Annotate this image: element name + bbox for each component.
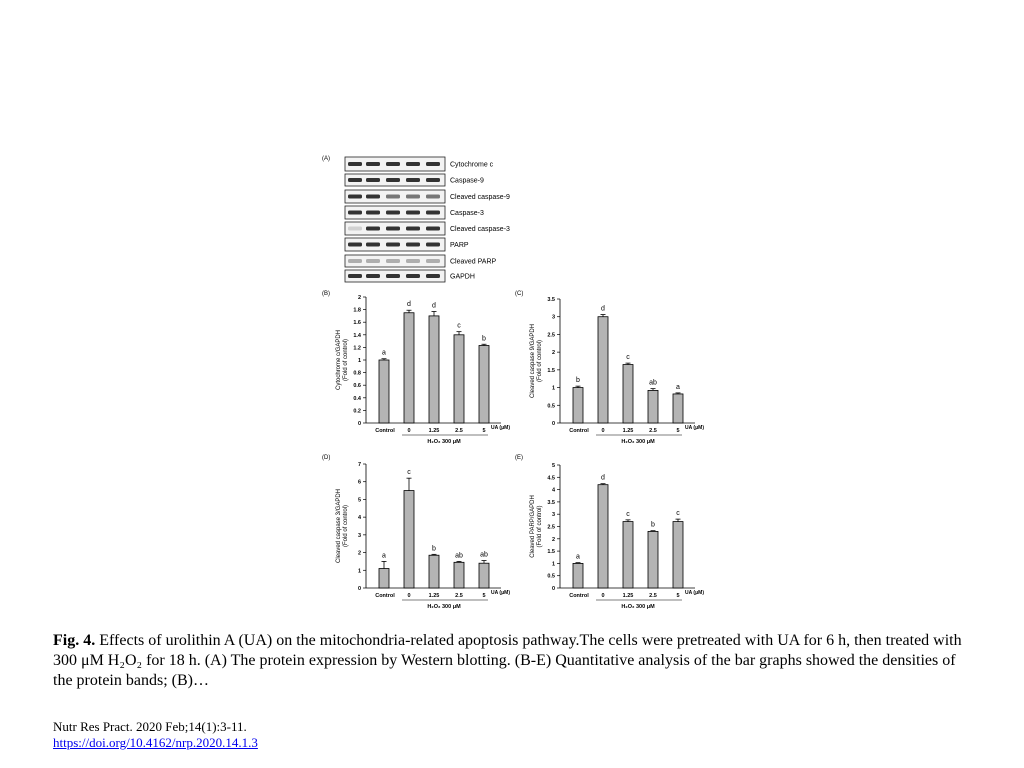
bar xyxy=(429,555,439,588)
blot-band xyxy=(366,211,380,215)
significance-letter: c xyxy=(626,510,630,518)
x-tick-label: 5 xyxy=(482,593,486,599)
blot-band xyxy=(406,259,420,263)
significance-letter: ab xyxy=(480,551,488,559)
blot-band xyxy=(348,274,362,278)
bar xyxy=(648,531,658,588)
bar xyxy=(573,388,583,423)
x-tick-label: 2.5 xyxy=(649,428,657,434)
bar xyxy=(429,316,439,423)
significance-letter: d xyxy=(407,301,411,309)
y-tick-label: 7 xyxy=(357,462,361,468)
y-tick-label: 0.6 xyxy=(353,383,361,390)
panel-label: (C) xyxy=(515,291,524,297)
blot-band xyxy=(426,274,440,278)
panel-label: (D) xyxy=(322,455,331,461)
bar xyxy=(454,335,464,423)
blot-band xyxy=(386,211,400,215)
blot-band xyxy=(386,274,400,278)
bar xyxy=(648,390,658,423)
significance-letter: b xyxy=(576,377,580,385)
x-tick-label: 5 xyxy=(676,593,680,599)
bar xyxy=(379,360,389,423)
panel-label-a: (A) xyxy=(322,156,330,162)
significance-letter: a xyxy=(382,349,386,357)
blot-band-label: Cleaved PARP xyxy=(450,258,497,266)
x-tick-label: 0 xyxy=(601,428,605,434)
blot-band-label: PARP xyxy=(450,242,469,249)
y-tick-label: 5 xyxy=(551,463,555,469)
chart-e xyxy=(515,455,704,610)
y-tick-label: 1.8 xyxy=(353,307,361,314)
blot-band xyxy=(366,162,380,166)
citation-journal: Nutr Res Pract. 2020 Feb;14(1):3-11. xyxy=(53,719,247,734)
citation xyxy=(53,719,258,751)
bar xyxy=(673,394,683,423)
blot-band xyxy=(366,259,380,263)
y-tick-label: 2.5 xyxy=(547,332,555,339)
bar xyxy=(404,313,414,423)
bar xyxy=(479,346,489,423)
y-tick-label: 4 xyxy=(551,487,555,494)
x-tick-label: Control xyxy=(569,428,589,434)
blot-band xyxy=(348,243,362,247)
caption-label: Fig. 4. xyxy=(53,632,96,649)
x-tick-label: Control xyxy=(375,593,395,599)
chart-c xyxy=(515,291,704,445)
x-tick-label: 0 xyxy=(407,593,411,599)
blot-band xyxy=(406,274,420,278)
blot-band xyxy=(406,162,420,166)
doi-link[interactable]: https://doi.org/10.4162/nrp.2020.14.1.3 xyxy=(53,735,258,750)
significance-letter: a xyxy=(576,553,580,561)
treatment-label: H₂O₂ 300 μM xyxy=(621,604,655,610)
y-axis-label-unit: (Fold of control) xyxy=(537,505,543,548)
x-tick-label: 2.5 xyxy=(455,593,463,599)
bar xyxy=(598,485,608,588)
x-tick-label: 1.25 xyxy=(428,593,440,599)
y-tick-label: 3 xyxy=(551,512,555,519)
y-axis-label: Cleaved caspase 9/GAPDH xyxy=(530,323,536,399)
y-tick-label: 1 xyxy=(357,568,361,575)
bar-charts xyxy=(322,291,704,610)
blot-band xyxy=(386,162,400,166)
blot-band xyxy=(426,162,440,166)
bar xyxy=(598,317,608,423)
blot-band xyxy=(406,178,420,182)
bar xyxy=(623,365,633,423)
x-tick-label: 5 xyxy=(676,428,680,434)
blot-band-label: Cleaved caspase-3 xyxy=(450,226,510,233)
caption-text: Effects of urolithin A (UA) on the mitochondria-related apoptosis pathway.The cells were pretreated with UA for 6 h, then treated with 300 μM H₂O₂ for 18 h. (A) The protein expression by Western blotting. (B-E) Quantitative analysis of the bar graphs showed the densities of the protein bands; (B)… xyxy=(53,632,962,689)
x-tick-label: 2.5 xyxy=(455,428,463,434)
bar xyxy=(379,569,389,588)
bar xyxy=(623,522,633,588)
significance-letter: a xyxy=(382,552,386,560)
y-tick-label: 0.8 xyxy=(353,370,361,377)
blot-band xyxy=(426,211,440,215)
significance-letter: c xyxy=(407,469,411,477)
blot-band-label: Cleaved caspase-9 xyxy=(450,194,510,201)
significance-letter: d xyxy=(601,305,605,313)
blot-band xyxy=(348,178,362,182)
bar xyxy=(573,563,583,588)
y-tick-label: 1.5 xyxy=(547,549,555,556)
blot-band-label: GAPDH xyxy=(450,273,475,281)
x-tick-label: Control xyxy=(375,428,395,434)
blot-band xyxy=(366,227,380,231)
blot-band xyxy=(386,259,400,263)
significance-letter: d xyxy=(432,302,436,310)
x-tick-label: 1.25 xyxy=(622,593,634,599)
figure-caption xyxy=(53,631,973,691)
y-axis-label-unit: (Fold of control) xyxy=(537,339,543,383)
y-tick-label: 0.2 xyxy=(353,408,361,415)
x-tick-label: 2.5 xyxy=(649,593,657,599)
bar xyxy=(404,491,414,588)
blot-band xyxy=(406,195,420,199)
significance-letter: ab xyxy=(649,379,657,387)
blot-band xyxy=(426,195,440,199)
significance-letter: a xyxy=(676,383,680,391)
y-tick-label: 0 xyxy=(357,421,361,427)
significance-letter: d xyxy=(601,474,605,482)
ua-axis-label: UA (μM) xyxy=(491,590,510,596)
y-tick-label: 1 xyxy=(551,561,555,568)
blot-band xyxy=(366,195,380,199)
y-tick-label: 0 xyxy=(357,586,361,592)
y-tick-label: 1.2 xyxy=(353,345,361,352)
y-tick-label: 1.5 xyxy=(547,367,555,374)
y-axis-label: Cytochrome c/GAPDH xyxy=(336,329,342,391)
y-axis-label: Cleaved PARP/GAPDH xyxy=(530,495,536,558)
y-tick-label: 2 xyxy=(551,536,555,543)
y-tick-label: 1.6 xyxy=(353,320,361,327)
blot-band xyxy=(406,211,420,215)
y-tick-label: 3.5 xyxy=(547,499,555,506)
y-tick-label: 0.4 xyxy=(353,395,361,402)
y-tick-label: 1 xyxy=(551,385,555,392)
blot-band xyxy=(386,195,400,199)
y-tick-label: 3 xyxy=(551,314,555,321)
y-axis-label-unit: (Fold of control) xyxy=(343,504,349,548)
y-axis-label: Cleaved caspase 3/GAPDH xyxy=(336,488,342,564)
blot-band xyxy=(348,162,362,166)
y-tick-label: 0.5 xyxy=(547,403,555,410)
y-tick-label: 6 xyxy=(357,479,361,486)
y-tick-label: 2 xyxy=(357,295,361,301)
y-tick-label: 0.5 xyxy=(547,573,555,580)
ua-axis-label: UA (μM) xyxy=(491,425,510,431)
ua-axis-label: UA (μM) xyxy=(685,590,704,596)
treatment-label: H₂O₂ 300 μM xyxy=(621,439,655,445)
bar xyxy=(479,563,489,588)
blot-band-label: Caspase-9 xyxy=(450,177,484,185)
blot-band xyxy=(386,178,400,182)
y-tick-label: 2.5 xyxy=(547,524,555,531)
y-tick-label: 1.4 xyxy=(353,332,361,339)
y-tick-label: 4.5 xyxy=(547,475,555,482)
blot-band-label: Cytochrome c xyxy=(450,161,494,169)
panel-label: (B) xyxy=(322,291,330,297)
bar xyxy=(673,522,683,588)
western-blot-panel xyxy=(322,156,510,282)
y-tick-label: 2 xyxy=(551,350,555,357)
blot-band xyxy=(426,243,440,247)
blot-band-label: Caspase-3 xyxy=(450,210,484,217)
blot-band xyxy=(366,178,380,182)
blot-band xyxy=(386,227,400,231)
y-tick-label: 0 xyxy=(551,421,555,427)
blot-band xyxy=(348,211,362,215)
y-tick-label: 1 xyxy=(357,358,361,364)
significance-letter: c xyxy=(626,354,630,362)
ua-axis-label: UA (μM) xyxy=(685,425,704,431)
blot-band xyxy=(366,274,380,278)
significance-letter: b xyxy=(651,521,655,529)
x-tick-label: 5 xyxy=(482,428,486,434)
blot-band xyxy=(366,243,380,247)
significance-letter: c xyxy=(457,322,461,330)
treatment-label: H₂O₂ 300 μM xyxy=(427,604,461,610)
chart-d xyxy=(322,455,510,610)
blot-band xyxy=(406,227,420,231)
blot-band xyxy=(426,227,440,231)
x-tick-label: 1.25 xyxy=(428,428,440,434)
x-tick-label: Control xyxy=(569,593,589,599)
y-tick-label: 3.5 xyxy=(547,297,555,303)
blot-band xyxy=(348,195,362,199)
x-tick-label: 0 xyxy=(601,593,605,599)
blot-band xyxy=(426,178,440,182)
x-tick-label: 0 xyxy=(407,428,411,434)
significance-letter: c xyxy=(676,510,680,518)
blot-band xyxy=(386,243,400,247)
blot-band xyxy=(348,227,362,231)
y-tick-label: 2 xyxy=(357,550,361,557)
y-axis-label-unit: (Fold of control) xyxy=(343,338,349,382)
blot-band xyxy=(426,259,440,263)
y-tick-label: 3 xyxy=(357,532,361,539)
bar xyxy=(454,562,464,588)
y-tick-label: 4 xyxy=(357,515,361,522)
panel-label: (E) xyxy=(515,455,523,461)
significance-letter: ab xyxy=(455,552,463,560)
blot-band xyxy=(406,243,420,247)
blot-band xyxy=(348,259,362,263)
treatment-label: H₂O₂ 300 μM xyxy=(427,439,461,445)
y-tick-label: 0 xyxy=(551,586,555,592)
y-tick-label: 5 xyxy=(357,497,361,504)
significance-letter: b xyxy=(432,545,436,553)
chart-b xyxy=(322,291,510,445)
x-tick-label: 1.25 xyxy=(622,428,634,434)
significance-letter: b xyxy=(482,335,486,343)
